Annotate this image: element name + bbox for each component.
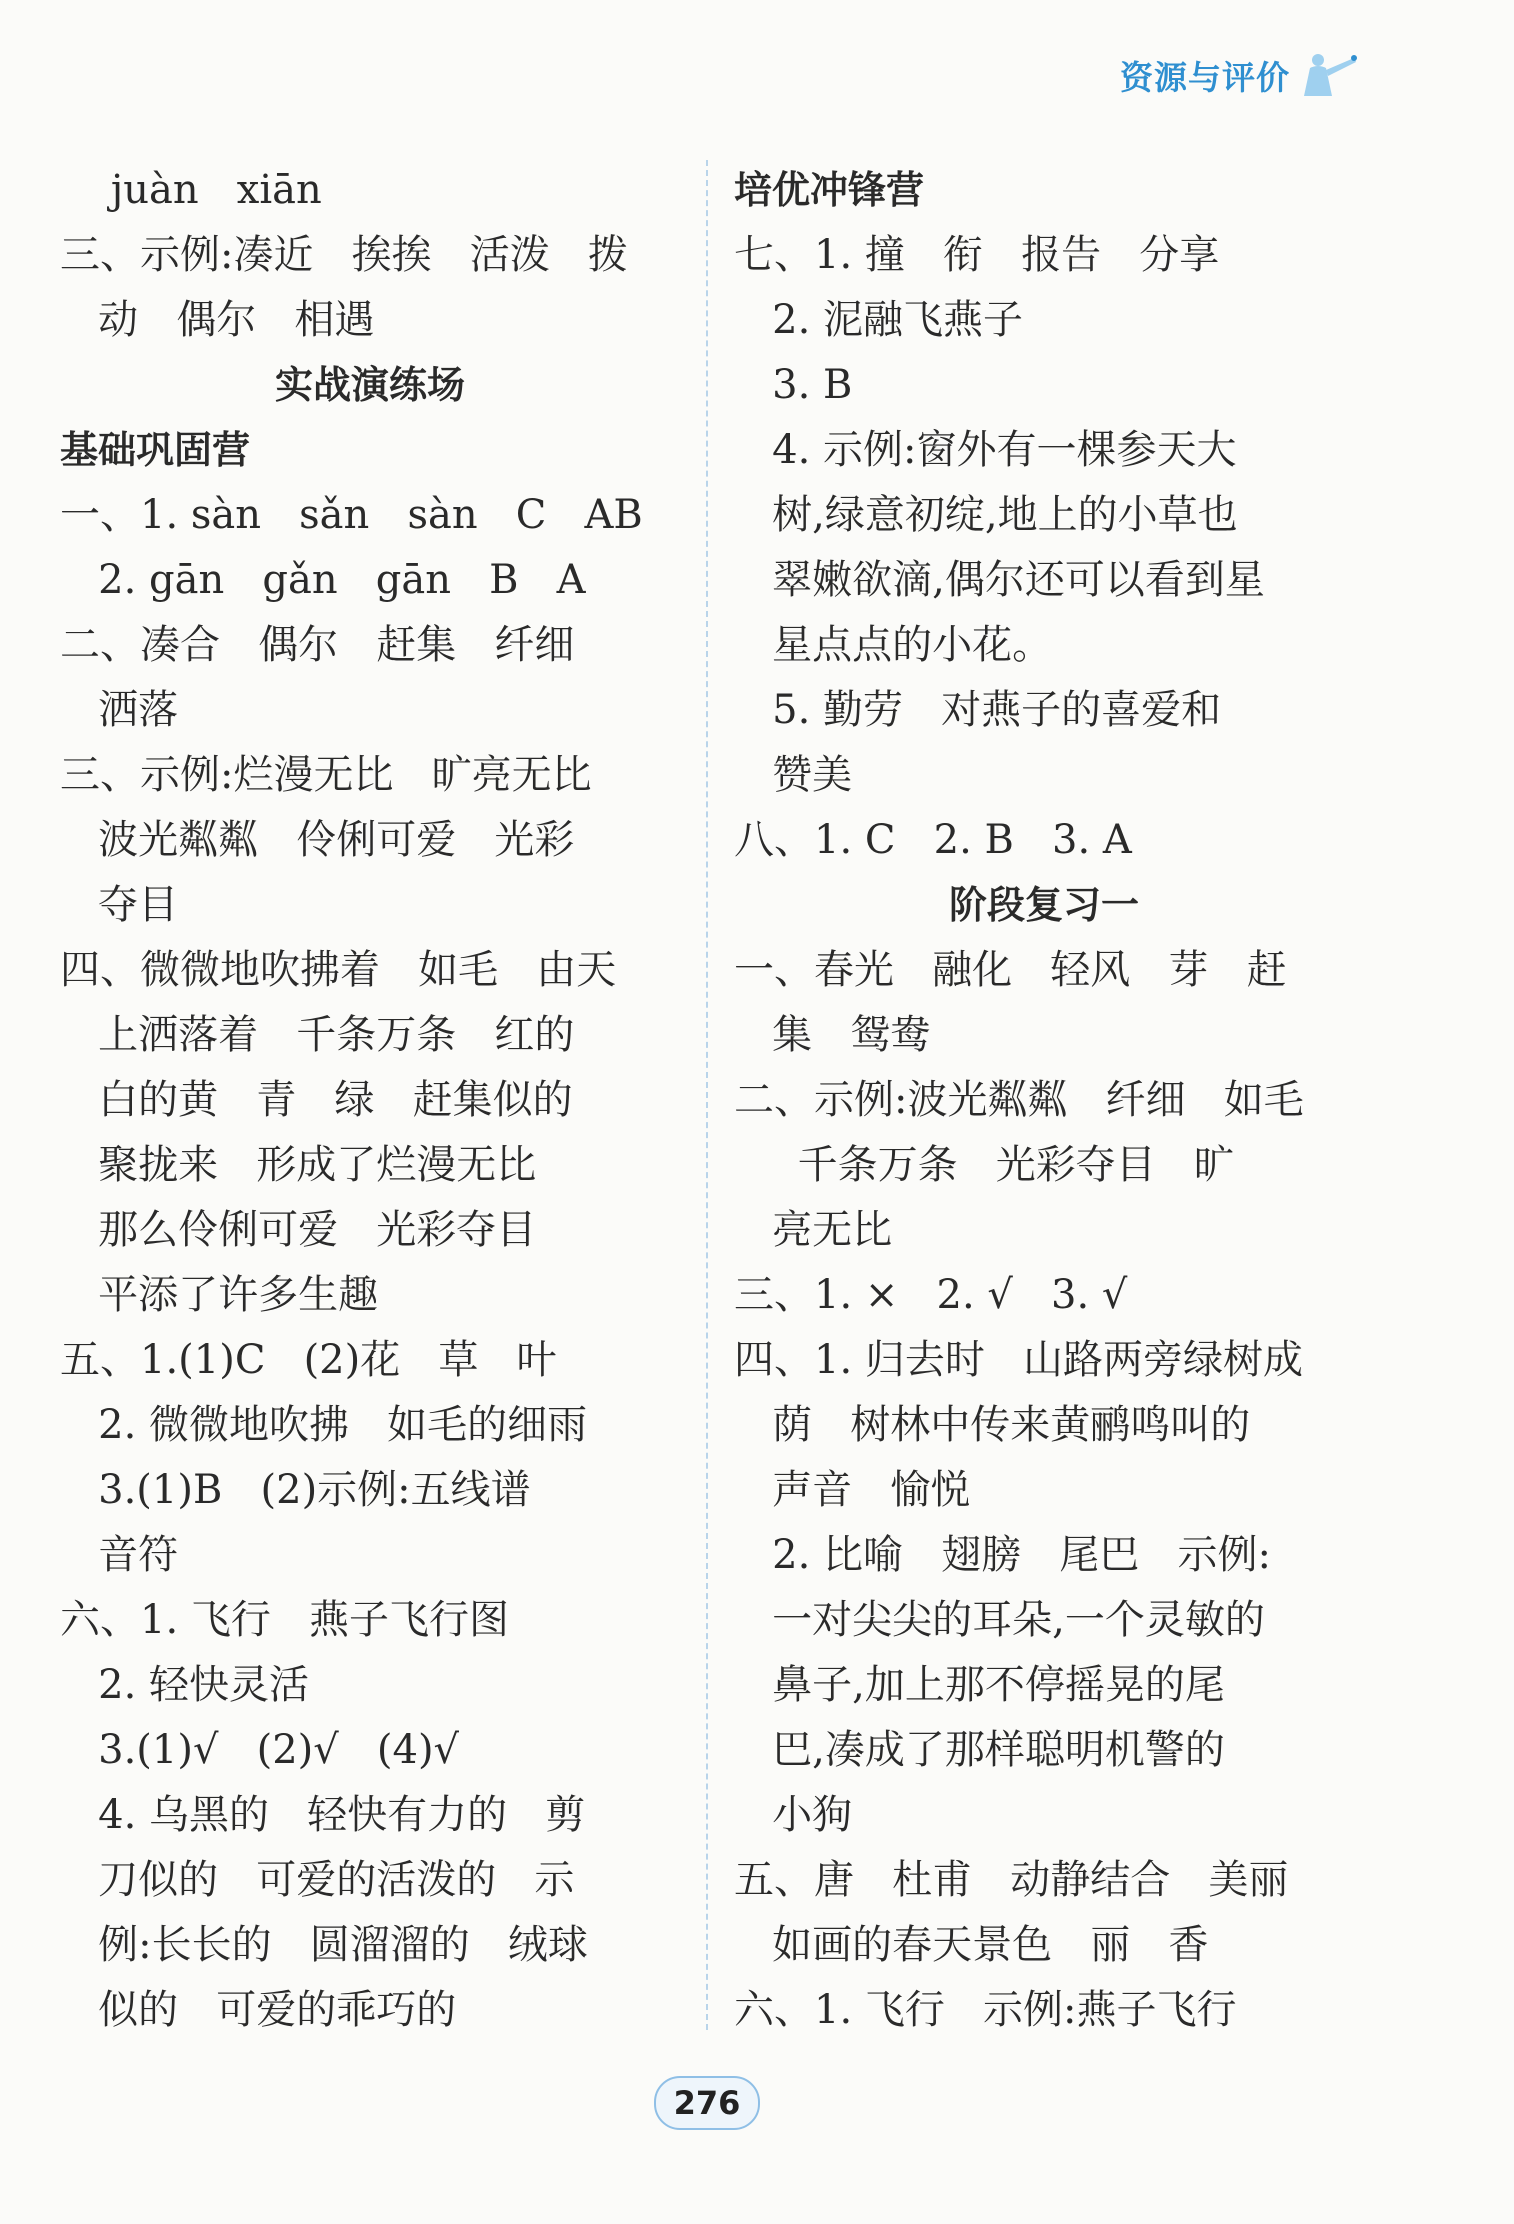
answer-line: 洒落 xyxy=(60,687,179,733)
girl-silhouette-icon xyxy=(1296,50,1360,100)
answer-line: 翠嫩欲滴,偶尔还可以看到星 xyxy=(734,557,1265,603)
section-heading: 阶段复习一 xyxy=(948,883,1139,927)
answer-line: 小狗 xyxy=(734,1792,853,1838)
answer-line: 4. 示例:窗外有一棵参天大 xyxy=(734,427,1237,473)
answer-line: 白的黄 青 绿 赶集似的 xyxy=(60,1077,573,1123)
answer-line: 4. 乌黑的 轻快有力的 剪 xyxy=(60,1792,586,1838)
section-heading: 培优冲锋营 xyxy=(734,168,925,212)
page-header xyxy=(1120,50,1360,100)
page-number: 276 xyxy=(654,2076,760,2130)
column-divider xyxy=(706,160,708,2030)
answer-line: 荫 树林中传来黄鹂鸣叫的 xyxy=(734,1402,1251,1448)
answer-line: 平添了许多生趣 xyxy=(60,1272,379,1318)
right-column xyxy=(734,158,1354,2043)
answer-line: 鼻子,加上那不停摇晃的尾 xyxy=(734,1662,1225,1708)
answer-line: 六、1. 飞行 燕子飞行图 xyxy=(60,1597,510,1643)
answer-line: 树,绿意初绽,地上的小草也 xyxy=(734,492,1238,538)
answer-line: 聚拢来 形成了烂漫无比 xyxy=(60,1142,537,1188)
section-heading: 实战演练场 xyxy=(274,363,465,407)
answer-line: 六、1. 飞行 示例:燕子飞行 xyxy=(734,1987,1237,2033)
answer-line: 二、凑合 偶尔 赶集 纤细 xyxy=(60,622,575,668)
answer-line: 一对尖尖的耳朵,一个灵敏的 xyxy=(734,1597,1265,1643)
answer-line: 巴,凑成了那样聪明机警的 xyxy=(734,1727,1225,1773)
answer-line: 八、1. C 2. B 3. A xyxy=(734,817,1132,863)
answer-line: 音符 xyxy=(60,1532,179,1578)
answer-line: 集 鸳鸯 xyxy=(734,1012,931,1058)
answer-line: 三、1. × 2. √ 3. √ xyxy=(734,1272,1128,1318)
answer-line: 五、1.(1)C (2)花 草 叶 xyxy=(60,1337,557,1383)
answer-line: 2. 微微地吹拂 如毛的细雨 xyxy=(60,1402,588,1448)
answer-line: 例:长长的 圆溜溜的 绒球 xyxy=(60,1922,588,1968)
answer-line: 声音 愉悦 xyxy=(734,1467,971,1513)
answer-line: 动 偶尔 相遇 xyxy=(60,297,375,343)
answer-line: 上洒落着 千条万条 红的 xyxy=(60,1012,575,1058)
answer-line: 四、1. 归去时 山路两旁绿树成 xyxy=(734,1337,1304,1383)
answer-line: 3. B xyxy=(734,362,853,408)
answer-line: juàn xiān xyxy=(60,167,322,213)
answer-line: 四、微微地吹拂着 如毛 由天 xyxy=(60,947,617,993)
answer-line: 3.(1)√ (2)√ (4)√ xyxy=(60,1727,460,1773)
answer-line: 2. gān gǎn gān B A xyxy=(60,557,586,603)
answer-line: 2. 轻快灵活 xyxy=(60,1662,310,1708)
answer-line: 那么伶俐可爱 光彩夺目 xyxy=(60,1207,537,1253)
answer-line: 千条万条 光彩夺目 旷 xyxy=(734,1142,1234,1188)
answer-line: 星点点的小花。 xyxy=(734,622,1053,668)
answer-line: 一、春光 融化 轻风 芽 赶 xyxy=(734,947,1287,993)
answer-line: 五、唐 杜甫 动静结合 美丽 xyxy=(734,1857,1289,1903)
answer-line: 亮无比 xyxy=(734,1207,893,1253)
answer-line: 三、示例:凑近 挨挨 活泼 拨 xyxy=(60,232,628,278)
answer-line: 二、示例:波光粼粼 纤细 如毛 xyxy=(734,1077,1304,1123)
answer-line: 七、1. 撞 衔 报告 分享 xyxy=(734,232,1220,278)
answer-line: 刀似的 可爱的活泼的 示 xyxy=(60,1857,575,1903)
answer-line: 3.(1)B (2)示例:五线谱 xyxy=(60,1467,531,1513)
answer-line: 如画的春天景色 丽 香 xyxy=(734,1922,1209,1968)
answer-line: 三、示例:烂漫无比 旷亮无比 xyxy=(60,752,592,798)
answer-line: 波光粼粼 伶俐可爱 光彩 xyxy=(60,817,575,863)
answer-line: 2. 泥融飞燕子 xyxy=(734,297,1024,343)
answer-line: 一、1. sàn sǎn sàn C AB xyxy=(60,492,643,538)
section-heading: 基础巩固营 xyxy=(60,428,251,472)
answer-line: 赞美 xyxy=(734,752,853,798)
left-column xyxy=(60,158,680,2043)
answer-line: 似的 可爱的乖巧的 xyxy=(60,1987,457,2033)
answer-line: 夺目 xyxy=(60,882,179,928)
answer-line: 5. 勤劳 对燕子的喜爱和 xyxy=(734,687,1222,733)
answer-line: 2. 比喻 翅膀 尾巴 示例: xyxy=(734,1532,1271,1578)
header-title: 资源与评价 xyxy=(1120,57,1290,97)
